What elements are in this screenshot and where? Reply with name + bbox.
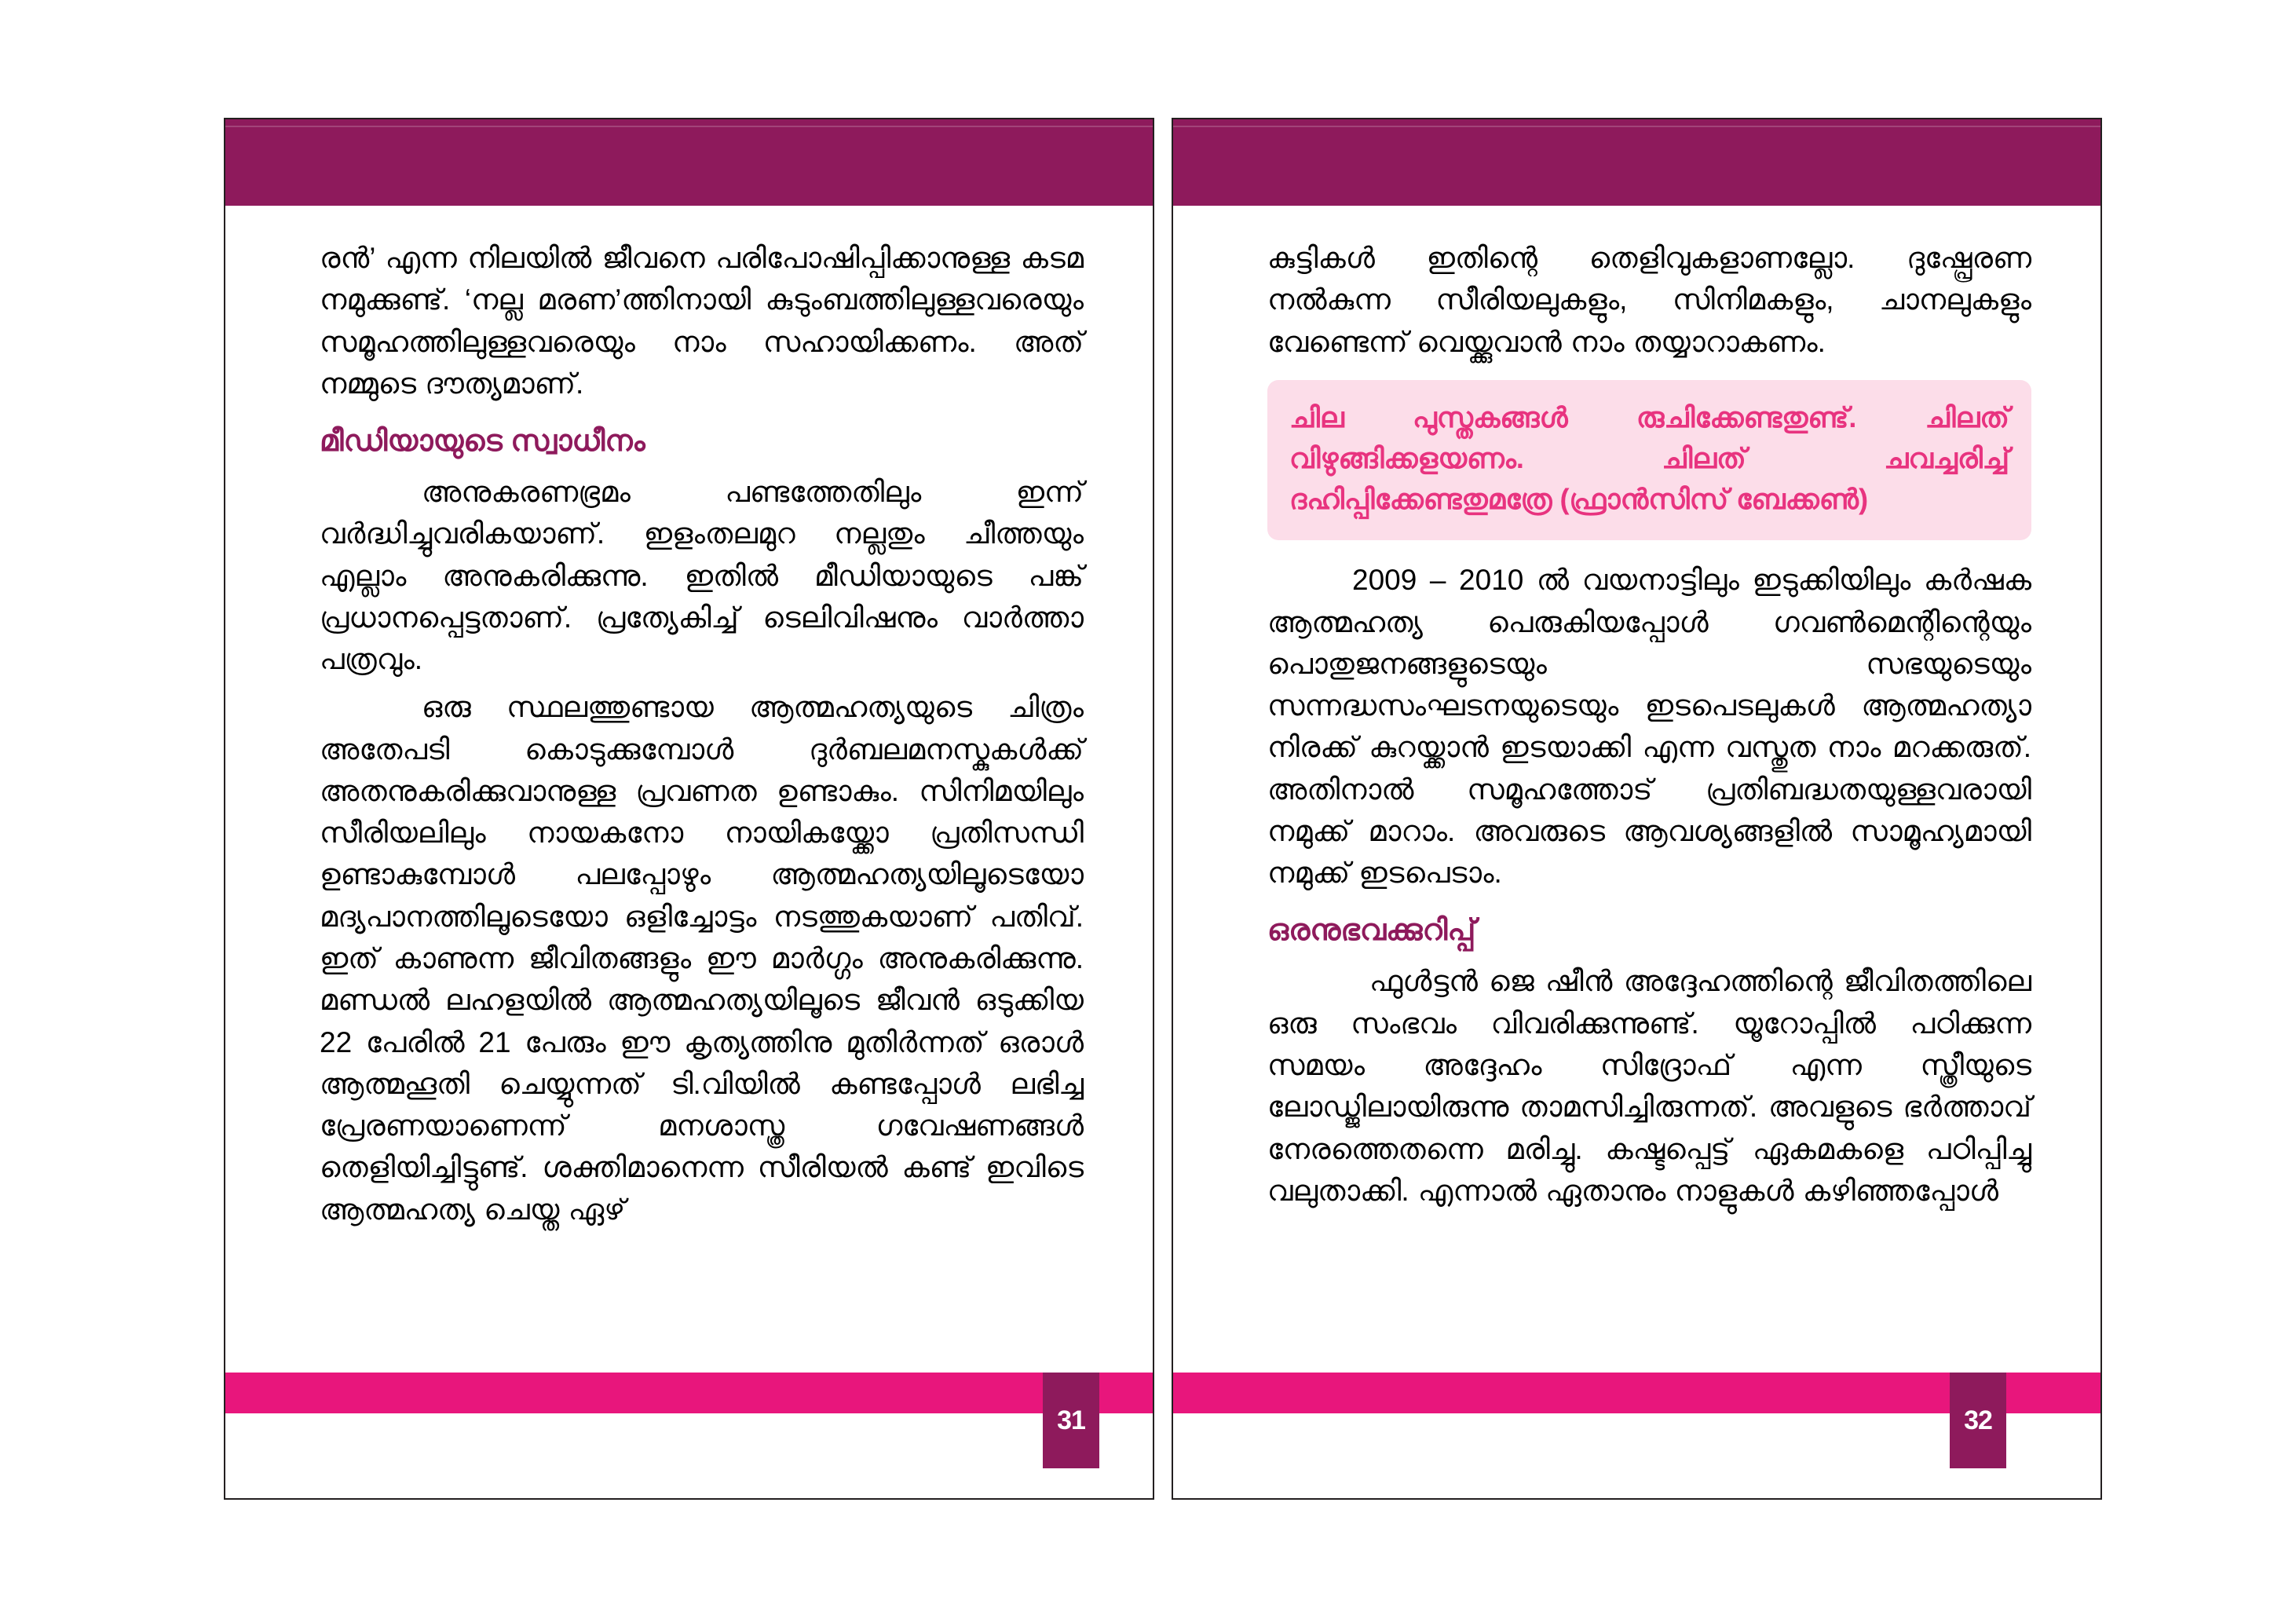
quote-callout-box	[1267, 380, 2031, 541]
paragraph-right-2: 2009 – 2010 ൽ വയനാട്ടിലും ഇടുക്കിയിലും കർഷക ആത്മഹത്യ പെരുകിയപ്പോൾ ഗവൺമെന്റിന്റെയും പൊതുജനങ്ങളുടെയും സഭയുടെയും സന്നദ്ധസംഘടനയുടെയും ഇടപെടലുകൾ ആത്മഹത്യാ നിരക്ക് കുറയ്ക്കാൻ ഇടയാക്കി എന്ന വസ്തുത നാം മറക്കരുത്. അതിനാൽ സമൂഹത്തോട് പ്രതിബദ്ധതയുള്ളവരായി നമുക്ക് മാറാം. അവരുടെ ആവശ്യങ്ങളിൽ സാമൂഹ്യമായി നമുക്ക് ഇടപെടാം.	[1267, 564, 2031, 890]
page-header-bar-left	[225, 119, 1153, 206]
page-footer-bar-left	[225, 1373, 1153, 1413]
right-page-text-column	[1267, 237, 2031, 1333]
paragraph-right-1: കുട്ടികൾ ഇതിന്റെ തെളിവുകളാണല്ലോ. ദുഷ്പ്രേരണ നൽകുന്ന സീരിയലുകളും, സിനിമകളും, ചാനലുകളും വേണ്ടെന്ന് വെയ്ക്കുവാൻ നാം തയ്യാറാകണം.	[1267, 242, 2031, 358]
page-right	[1172, 118, 2102, 1500]
page-number-badge-left: 31	[1043, 1373, 1099, 1468]
section-heading-experience-note: ഒരനുഭവക്കുറിപ്പ്	[1267, 914, 1476, 948]
page-header-bar-right	[1173, 119, 2100, 206]
section-heading-media-influence: മീഡിയായുടെ സ്വാധീനം	[320, 425, 645, 459]
paragraph-right-3: ഫുൾട്ടൻ ജെ ഷീൻ അദ്ദേഹത്തിന്റെ ജീവിതത്തിലെ ഒരു സംഭവം വിവരിക്കുന്നുണ്ട്. യൂറോപ്പിൽ പഠിക്കുന്ന സമയം അദ്ദേഹം സിദ്രോഫ് എന്ന സ്ത്രീയുടെ ലോഡ്ജിലായിരുന്നു താമസിച്ചിരുന്നത്. അവളുടെ ഭർത്താവ് നേരത്തെതന്നെ മരിച്ചു. കഷ്ടപ്പെട്ട് ഏകമകളെ പഠിപ്പിച്ചു വലുതാക്കി. എന്നാൽ ഏതാനും നാളുകൾ കഴിഞ്ഞപ്പോൾ	[1267, 965, 2031, 1207]
page-gutter	[1154, 118, 1172, 1500]
paragraph-left-3: ഒരു സ്ഥലത്തുണ്ടായ ആത്മഹത്യയുടെ ചിത്രം അതേപടി കൊടുക്കുമ്പോൾ ദുർബലമനസ്കുകൾക്ക് അതനുകരിക്കുവാനുള്ള പ്രവണത ഉണ്ടാകും. സിനിമയിലും സീരിയലിലും നായകനോ നായികയ്ക്കോ പ്രതിസന്ധി ഉണ്ടാകുമ്പോൾ പലപ്പോഴും ആത്മഹത്യയിലൂടെയോ മദ്യപാനത്തിലൂടെയോ ഒളിച്ചോട്ടം നടത്തുകയാണ് പതിവ്. ഇത് കാണുന്ന ജീവിതങ്ങളും ഈ മാർഗ്ഗം അനുകരിക്കുന്നു. മണ്ഡൽ ലഹളയിൽ ആത്മഹത്യയിലൂടെ ജീവൻ ഒടുക്കിയ 22 പേരിൽ 21 പേരും ഈ കൃത്യത്തിനു മുതിർന്നത് ഒരാൾ ആത്മഹൂതി ചെയ്യുന്നത് ടി.വിയിൽ കണ്ടപ്പോൾ ലഭിച്ച പ്രേരണയാണെന്ന് മനശാസ്ത്ര ഗവേഷണങ്ങൾ തെളിയിച്ചിട്ടുണ്ട്. ശക്തിമാനെന്ന സീരിയൽ കണ്ട് ഇവിടെ ആത്മഹത്യ ചെയ്ത ഏഴ്	[320, 691, 1084, 1226]
left-page-text-column	[320, 237, 1084, 1333]
paragraph-left-2: അനുകരണഭ്രമം പണ്ടത്തേതിലും ഇന്ന് വർദ്ധിച്ചുവരികയാണ്. ഇളംതലമുറ നല്ലതും ചീത്തയും എല്ലാം അനുകരിക്കുന്നു. ഇതിൽ മീഡിയായുടെ പങ്ക് പ്രധാനപ്പെട്ടതാണ്. പ്രത്യേകിച്ച് ടെലിവിഷനും വാർത്താ പത്രവും.	[320, 476, 1084, 676]
paragraph-left-1: രൻ’ എന്ന നിലയിൽ ജീവനെ പരിപോഷിപ്പിക്കാനുള്ള കടമ നമുക്കുണ്ട്. ‘നല്ല മരണ’ത്തിനായി കുടുംബത്തിലുള്ളവരെയും സമൂഹത്തിലുള്ളവരെയും നാം സഹായിക്കണം. അത് നമ്മുടെ ദൗത്യമാണ്.	[320, 242, 1084, 400]
page-number-badge-right: 32	[1950, 1373, 2006, 1468]
page-left	[224, 118, 1154, 1500]
quote-callout-text: ചില പുസ്തകങ്ങൾ രുചിക്കേണ്ടതുണ്ട്. ചിലത് വിഴുങ്ങിക്കളയണം. ചിലത് ചവച്ചരിച്ച് ദഹിപ്പിക്കേണ്ടതുമത്രേ (ഫ്രാൻസിസ് ബേക്കൺ)	[1289, 400, 2009, 516]
